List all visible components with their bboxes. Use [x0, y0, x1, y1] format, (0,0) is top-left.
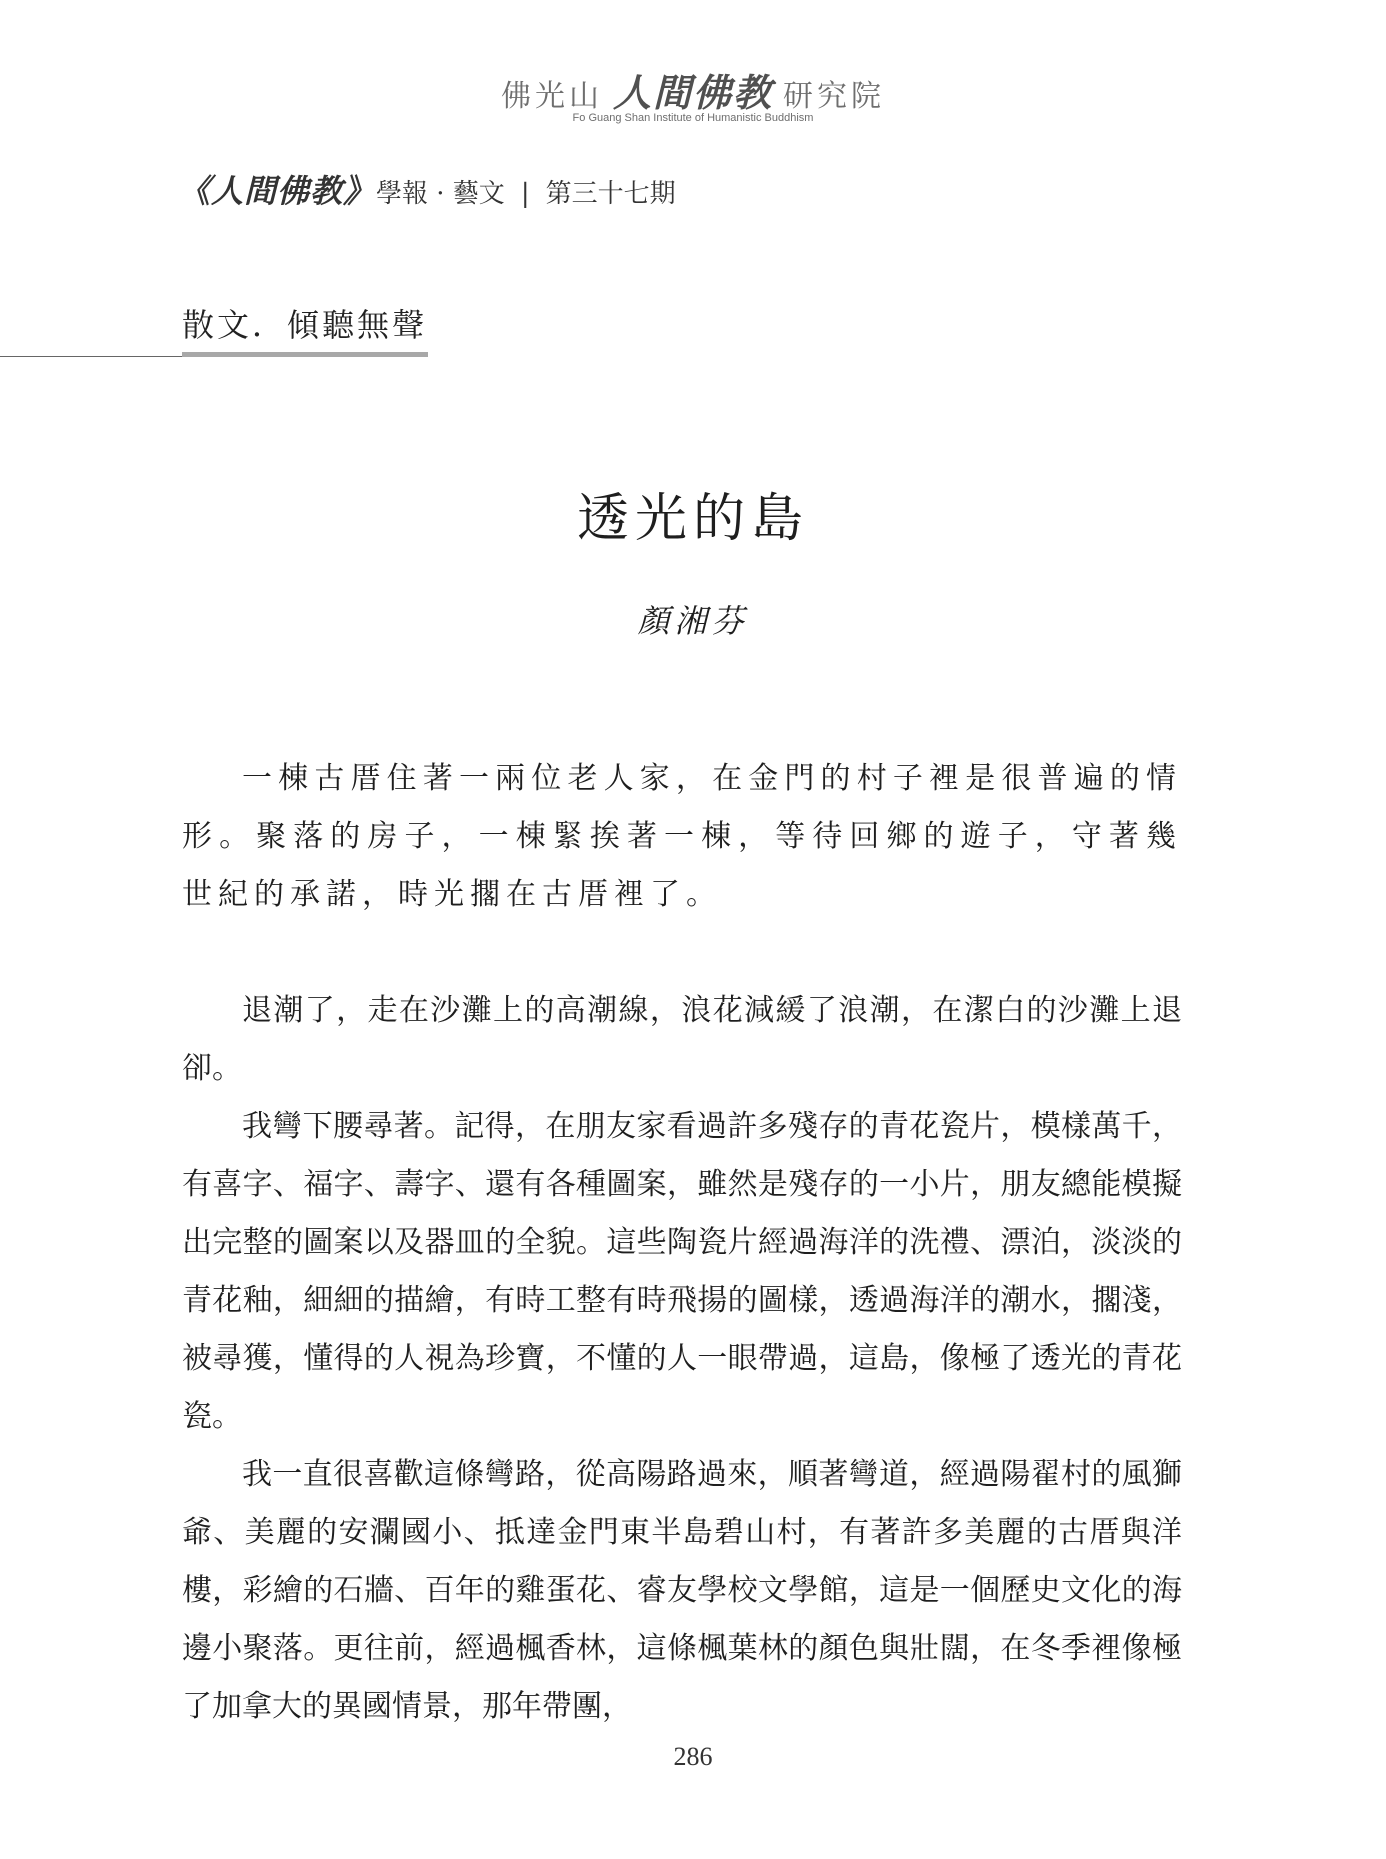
- paragraph: 我一直很喜歡這條彎路，從高陽路過來，順著彎道，經過陽翟村的風獅爺、美麗的安瀾國小、抵達金門東半島碧山村，有著許多美麗的古厝與洋樓，彩繪的石牆、百年的雞蛋花、睿友學校文學館，這是一個歷史文化的海邊小聚落。更往前，經過楓香林，這條楓葉林的顏色與壯闊，在冬季裡像極了加拿大的異國情景，那年帶團，: [182, 1457, 1182, 1724]
- journal-brand: 《人間佛教》: [178, 172, 377, 210]
- paragraph: 一棟古厝住著一兩位老人家，在金門的村子裡是很普遍的情形。聚落的房子，一棟緊挨著一棟，等待回鄉的遊子，守著幾世紀的承諾，時光擱在古厝裡了。: [182, 761, 1182, 912]
- institute-header: [0, 62, 1386, 117]
- institute-english-name: Fo Guang Shan Institute of Humanistic Buddhism: [572, 112, 814, 124]
- article-body: [182, 750, 1182, 1736]
- institute-name-suffix: 研究院: [783, 79, 885, 114]
- institute-name-prefix: 佛光山: [500, 79, 603, 114]
- journal-issue: 第三十七期: [545, 179, 676, 209]
- article-author: 顏湘芬: [637, 602, 749, 640]
- institute-brand-logo: 人間佛教: [612, 70, 773, 115]
- page-number: 286: [673, 1742, 713, 1771]
- journal-section: 學報 · 藝文: [376, 179, 505, 209]
- article-title: 透光的島: [576, 489, 809, 549]
- journal-header: [178, 166, 676, 212]
- paragraph: 我彎下腰尋著。記得，在朋友家看過許多殘存的青花瓷片，模樣萬千，有喜字、福字、壽字、還有各種圖案，雖然是殘存的一小片，朋友總能模擬出完整的圖案以及器皿的全貌。這些陶瓷片經過海洋的洗禮、漂泊，淡淡的青花釉，細細的描繪，有時工整有時飛揚的圖樣，透過海洋的潮水，擱淺，被尋獲，懂得的人視為珍寶，不懂的人一眼帶過，這島，像極了透光的青花瓷。: [182, 1109, 1182, 1434]
- paragraph: 退潮了，走在沙灘上的高潮線，浪花減緩了浪潮，在潔白的沙灘上退卻。: [182, 993, 1182, 1086]
- section-underline: [182, 352, 428, 357]
- journal-separator: |: [520, 179, 530, 209]
- section-title: 散文．傾聽無聲: [182, 306, 428, 344]
